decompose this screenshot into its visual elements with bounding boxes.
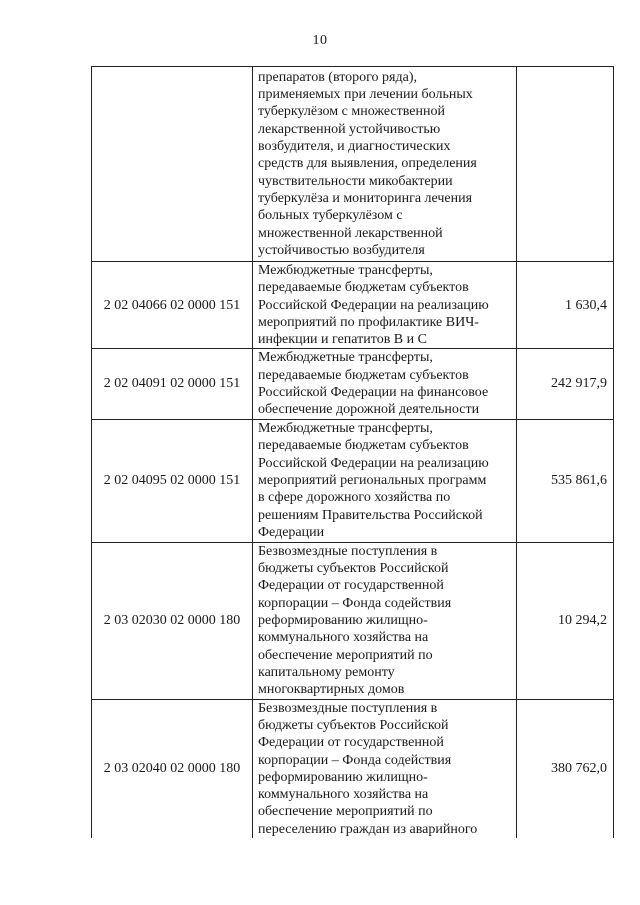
revenue-description-cell — [253, 699, 517, 838]
revenue-code-cell: 2 03 02030 02 0000 180 — [92, 542, 253, 699]
revenue-code-cell — [92, 67, 253, 262]
amount-cell: 242 917,9 — [517, 349, 614, 419]
revenue-table-body — [92, 67, 614, 839]
description-line: устойчивостью возбудителя — [258, 242, 425, 258]
description-line: Российской Федерации на реализацию — [258, 297, 489, 313]
description-line: обеспечение мероприятий по — [258, 804, 433, 820]
description-line: коммунального хозяйства на — [258, 630, 429, 646]
description-line: бюджеты субъектов Российской — [258, 561, 449, 577]
amount-cell: 535 861,6 — [517, 419, 614, 542]
amount-cell: 380 762,0 — [517, 699, 614, 838]
description-line: возбудителя, и диагностических — [258, 139, 451, 155]
description-line: Федерации от государственной — [258, 578, 444, 594]
table-row — [92, 349, 614, 419]
description-line: Российской Федерации на реализацию — [258, 455, 489, 471]
table-row — [92, 699, 614, 838]
description-line: реформированию жилищно- — [258, 613, 428, 629]
revenue-code-cell: 2 02 04091 02 0000 151 — [92, 349, 253, 419]
description-line: Межбюджетные трансферты, — [258, 421, 433, 437]
description-line: множественной лекарственной — [258, 225, 443, 241]
description-line: чувствительности микобактерии — [258, 173, 453, 189]
description-line: мероприятий по профилактике ВИЧ- — [258, 314, 479, 330]
description-line: Безвозмездные поступления в — [258, 543, 438, 559]
description-line: Безвозмездные поступления в — [258, 700, 438, 716]
table-row — [92, 419, 614, 542]
description-line: корпорации – Фонда содействия — [258, 752, 452, 768]
revenue-description-cell — [253, 542, 517, 699]
description-line: Российской Федерации на финансовое — [258, 385, 489, 401]
description-line: корпорации – Фонда содействия — [258, 595, 452, 611]
description-line: препаратов (второго ряда), — [258, 69, 417, 85]
table-row — [92, 262, 614, 349]
description-line: в сфере дорожного хозяйства по — [258, 490, 451, 506]
description-line: средств для выявления, определения — [258, 156, 477, 172]
revenue-description-cell — [253, 262, 517, 349]
amount-cell: 1 630,4 — [517, 262, 614, 349]
description-line: обеспечение мероприятий по — [258, 647, 433, 663]
description-line: передаваемые бюджетам субъектов — [258, 367, 469, 383]
description-line: передаваемые бюджетам субъектов — [258, 438, 469, 454]
description-line: применяемых при лечении больных — [258, 87, 473, 103]
description-line: Федерации — [258, 524, 325, 540]
revenue-code-cell: 2 03 02040 02 0000 180 — [92, 699, 253, 838]
amount-cell — [517, 67, 614, 262]
page-number: 10 — [312, 33, 328, 48]
description-line: переселению граждан из аварийного — [258, 821, 478, 837]
description-line: многоквартирных домов — [258, 682, 405, 698]
revenue-code-cell: 2 02 04095 02 0000 151 — [92, 419, 253, 542]
revenue-code-cell: 2 02 04066 02 0000 151 — [92, 262, 253, 349]
description-line: бюджеты субъектов Российской — [258, 717, 449, 733]
description-line: обеспечение дорожной деятельности — [258, 402, 480, 418]
description-line: реформированию жилищно- — [258, 769, 428, 785]
description-line: туберкулёза и мониторинга лечения — [258, 190, 473, 206]
revenue-table — [91, 66, 614, 838]
amount-cell: 10 294,2 — [517, 542, 614, 699]
description-line: мероприятий региональных программ — [258, 473, 487, 489]
description-line: лекарственной устойчивостью — [258, 121, 441, 137]
description-line: больных туберкулёзом с — [258, 208, 403, 224]
description-line: инфекции и гепатитов В и С — [258, 332, 427, 348]
description-line: решениям Правительства Российской — [258, 507, 483, 523]
revenue-description-cell — [253, 419, 517, 542]
revenue-description-cell — [253, 67, 517, 262]
description-line: Федерации от государственной — [258, 735, 444, 751]
description-line: Межбюджетные трансферты, — [258, 350, 433, 366]
description-line: Межбюджетные трансферты, — [258, 263, 433, 278]
description-line: коммунального хозяйства на — [258, 787, 429, 803]
revenue-description-cell — [253, 349, 517, 419]
description-line: туберкулёзом с множественной — [258, 104, 445, 120]
description-line: передаваемые бюджетам субъектов — [258, 280, 469, 296]
table-row — [92, 542, 614, 699]
table-row — [92, 67, 614, 262]
description-line: капитальному ремонту — [258, 664, 395, 680]
